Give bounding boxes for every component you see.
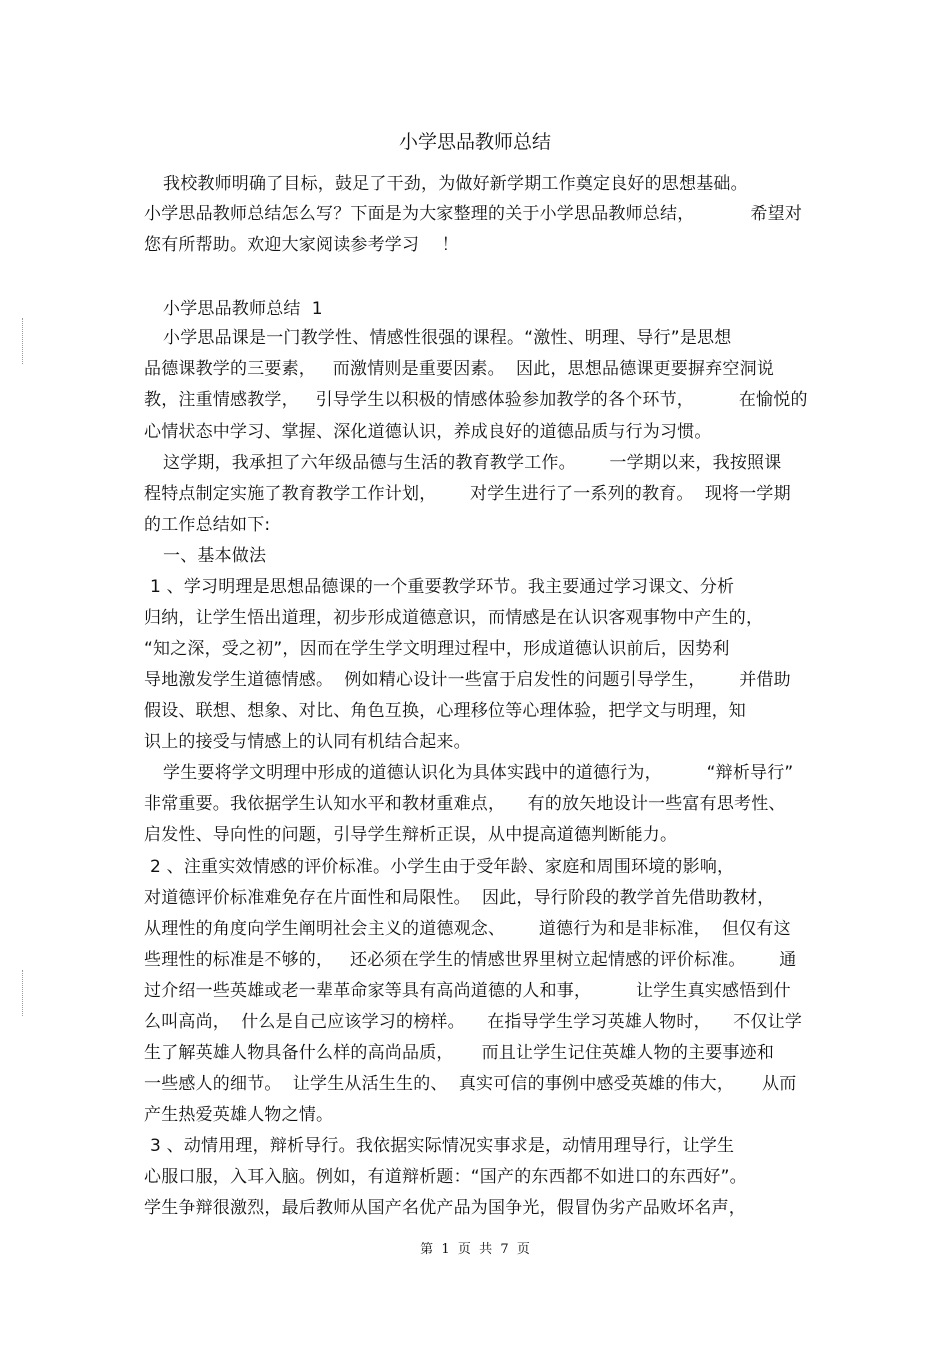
paragraph-line: 教，注重情感教学， 引导学生以积极的情感体验参加教学的各个环节， 在愉悦的: [144, 390, 808, 410]
paragraph-line: 心服口服，入耳入脑。例如，有道辩析题：“国产的东西都不如进口的东西好”。: [144, 1167, 747, 1187]
paragraph-line: 2 、注重实效情感的评价标准。小学生由于受年龄、家庭和周围环境的影响，: [150, 857, 735, 877]
paragraph-line: 些理性的标准是不够的， 还必须在学生的情感世界里树立起情感的评价标准。 通: [144, 950, 797, 970]
paragraph-line: 识上的接受与情感上的认同有机结合起来。: [144, 732, 471, 752]
paragraph-line: 归纳，让学生悟出道理，初步形成道德意识，而情感是在认识客观事物中产生的，: [144, 608, 764, 628]
margin-mark-top: [22, 318, 23, 364]
paragraph-line: 品德课教学的三要素， 而激情则是重要因素。 因此，思想品德课更要摒弃空洞说: [144, 359, 775, 379]
section-heading: 一、基本做法: [163, 546, 267, 566]
paragraph-line: 生了解英雄人物具备什么样的高尚品质， 而且让学生记住英雄人物的主要事迹和: [144, 1043, 775, 1063]
paragraph-line: 3 、动情用理，辩析导行。我依据实际情况实事求是，动情用理导行，让学生: [150, 1136, 735, 1156]
paragraph-line: 对道德评价标准难免存在片面性和局限性。 因此，导行阶段的教学首先借助教材，: [144, 888, 775, 908]
page-number-footer: 第 1 页 共 7 页: [420, 1242, 530, 1257]
paragraph-line: 学生争辩很激烈，最后教师从国产名优产品为国争光，假冒伪劣产品败坏名声，: [144, 1198, 746, 1218]
paragraph-line: 心情状态中学习、掌握、深化道德认识，养成良好的道德品质与行为习惯。: [144, 422, 712, 442]
paragraph-line: 程特点制定实施了教育教学工作计划， 对学生进行了一系列的教育。 现将一学期: [144, 484, 791, 504]
document-title: 小学思品教师总结: [398, 131, 551, 153]
paragraph-line: “知之深，受之初”，因而在学生学文明理过程中，形成道德认识前后，因势利: [144, 639, 730, 659]
paragraph-line: 的工作总结如下:: [144, 515, 271, 535]
paragraph-line: 您有所帮助。欢迎大家阅读参考学习 ！: [144, 235, 459, 255]
paragraph-line: 小学思品课是一门教学性、情感性很强的课程。“激性、明理、导行”是思想: [163, 328, 732, 348]
paragraph-line: 小学思品教师总结怎么写？下面是为大家整理的关于小学思品教师总结， 希望对: [144, 204, 803, 224]
section-heading: 小学思品教师总结 1: [163, 299, 323, 319]
paragraph-line: 1 、学习明理是思想品德课的一个重要教学环节。我主要通过学习课文、分析: [150, 577, 735, 597]
paragraph-line: 从理性的角度向学生阐明社会主义的道德观念、 道德行为和是非标准， 但仅有这: [144, 919, 791, 939]
paragraph-line: 这学期，我承担了六年级品德与生活的教育教学工作。 一学期以来，我按照课: [163, 453, 782, 473]
paragraph-line: 学生要将学文明理中形成的道德认识化为具体实践中的道德行为， “辩析导行”: [163, 763, 794, 783]
paragraph-line: 么叫高尚， 什么是自己应该学习的榜样。 在指导学生学习英雄人物时， 不仅让学: [144, 1012, 803, 1032]
paragraph-line: 导地激发学生道德情感。 例如精心设计一些富于启发性的问题引导学生， 并借助: [144, 670, 791, 690]
paragraph-line: 假设、联想、想象、对比、角色互换，心理移位等心理体验，把学文与明理，知: [144, 701, 746, 721]
paragraph-line: 启发性、导向性的问题，引导学生辩析正误，从中提高道德判断能力。: [144, 825, 678, 845]
paragraph-line: 产生热爱英雄人物之情。: [144, 1105, 334, 1125]
margin-mark-bottom: [22, 970, 23, 1016]
paragraph-line: 一些感人的细节。 让学生从活生生的、 真实可信的事例中感受英雄的伟大， 从而: [144, 1074, 797, 1094]
paragraph-line: 非常重要。我依据学生认知水平和教材重难点， 有的放矢地设计一些富有思考性、: [144, 794, 786, 814]
paragraph-line: 我校教师明确了目标，鼓足了干劲，为做好新学期工作奠定良好的思想基础。: [163, 174, 748, 194]
paragraph-line: 过介绍一些英雄或老一辈革命家等具有高尚道德的人和事， 让学生真实感悟到什: [144, 981, 791, 1001]
